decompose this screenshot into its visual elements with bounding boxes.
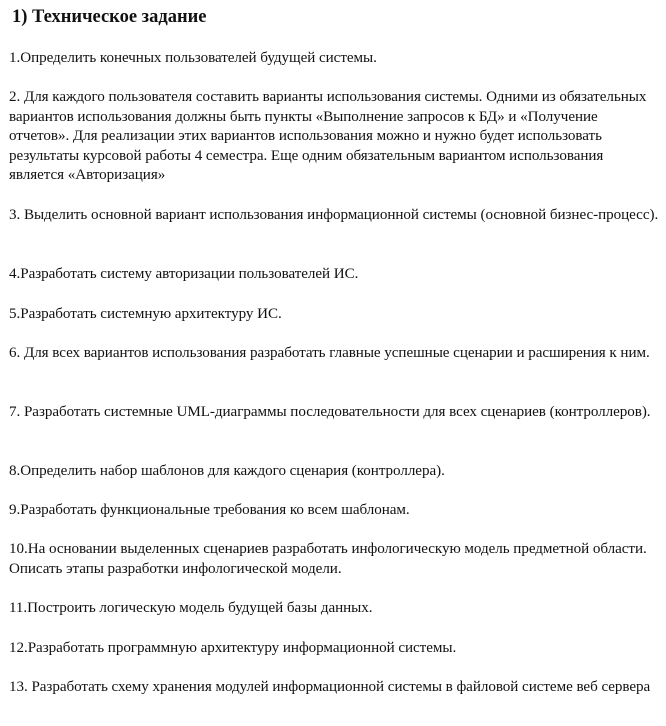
task-item-9: 9.Разработать функциональные требования ко всем шаблонам. xyxy=(9,502,410,518)
task-item-13: 13. Разработать схему хранения модулей информационной системы в файловой системе веб сервера xyxy=(9,679,651,695)
task-item-3: 3. Выделить основной вариант использования информационной системы (основной бизнес-процесс). xyxy=(9,207,659,223)
task-item-5: 5.Разработать системную архитектуру ИС. xyxy=(9,306,282,322)
task-item-12: 12.Разработать программную архитектуру информационной системы. xyxy=(9,640,457,656)
task-item-4: 4.Разработать систему авторизации пользователей ИС. xyxy=(9,266,359,282)
task-item-10: 10.На основании выделенных сценариев разработать инфологическую модель предметной области. Описать этапы разработки инфологической модели. xyxy=(9,541,647,577)
task-item-2: 2. Для каждого пользователя составить варианты использования системы. Одними из обязательных вариантов использования должны быть пункты «Выполнение запросов к БД» и «Получение отчетов». Для реализации этих вариантов использования можно и нужно будет использовать результаты курсовой работы 4 семестра. Еще одним обязательным вариантом использования является «Авторизация» xyxy=(9,89,647,183)
task-item-11: 11.Построить логическую модель будущей базы данных. xyxy=(9,600,373,616)
task-item-8: 8.Определить набор шаблонов для каждого сценария (контроллера). xyxy=(9,463,445,479)
task-item-6: 6. Для всех вариантов использования разработать главные успешные сценарии и расширения к ним. xyxy=(9,345,650,361)
task-item-7: 7. Разработать системные UML-диаграммы последовательности для всех сценариев (контроллеров). xyxy=(9,404,651,420)
page-title: 1) Техническое задание xyxy=(12,7,207,27)
task-item-1: 1.Определить конечных пользователей будущей системы. xyxy=(9,50,377,66)
